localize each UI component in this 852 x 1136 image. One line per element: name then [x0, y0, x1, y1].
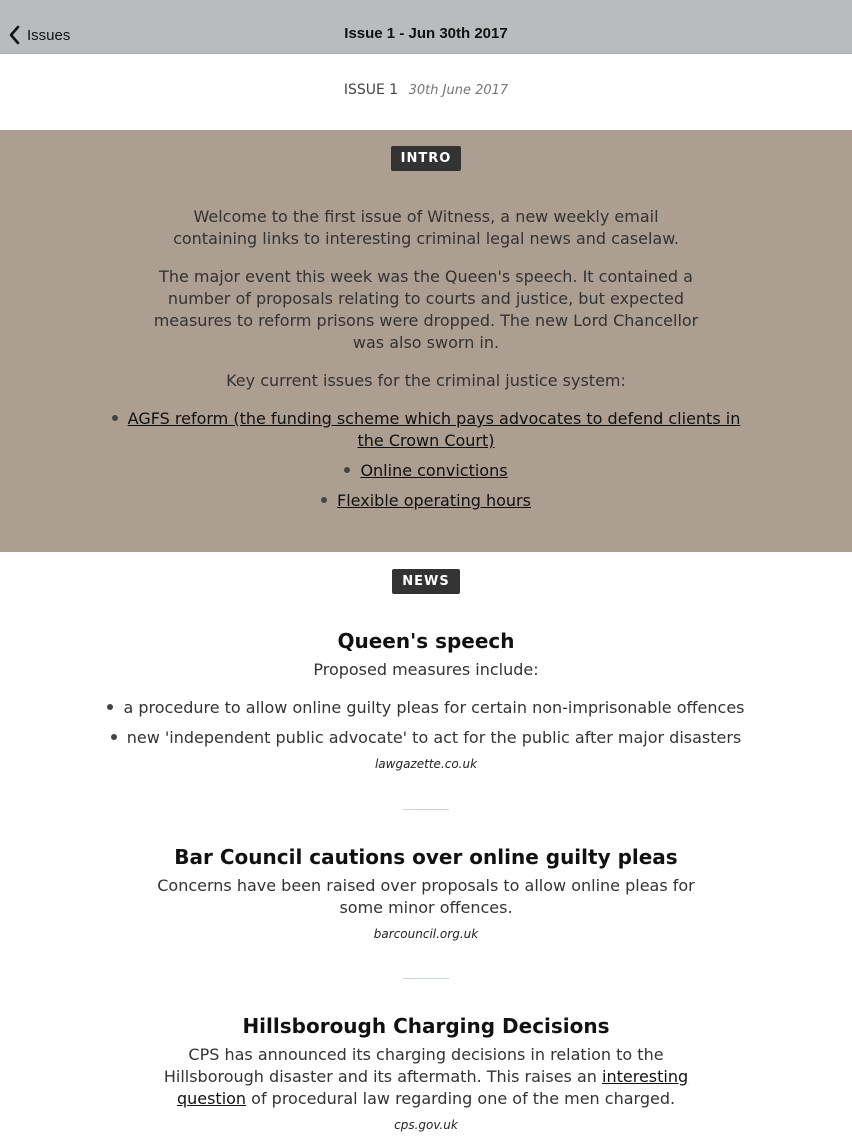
news-title[interactable]: Queen's speech	[337, 629, 515, 653]
bullet-text: new 'independent public advocate' to act for the public after major disasters	[126, 728, 742, 747]
flexible-hours-link[interactable]: Flexible operating hours	[337, 491, 531, 510]
divider	[403, 978, 449, 979]
news-title[interactable]: Hillsborough Charging Decisions	[242, 1014, 610, 1038]
news-body-text: Hillsborough disaster and its aftermath. This raises an	[163, 1067, 603, 1086]
back-button-label: Issues	[27, 26, 71, 44]
agfs-reform-link[interactable]: AGFS reform (the funding scheme which pays advocates to defend clients in	[127, 409, 741, 428]
news-title[interactable]: Bar Council cautions over online guilty pleas	[174, 845, 678, 869]
intro-tag: INTRO	[391, 146, 462, 171]
news-body-line1: Concerns have been raised over proposals to allow online pleas for	[157, 876, 695, 895]
navigation-bar	[0, 0, 852, 54]
intro-p1-line1: Welcome to the first issue of Witness, a new weekly email	[193, 207, 659, 226]
list-item	[0, 727, 852, 749]
intro-p3: Key current issues for the criminal justice system:	[226, 371, 626, 390]
list-item	[0, 460, 852, 482]
intro-section	[0, 130, 852, 552]
intro-p1-line2: containing links to interesting criminal legal news and caselaw.	[173, 229, 679, 248]
news-body-line3	[0, 1088, 852, 1110]
list-item	[0, 697, 852, 719]
bullet-icon	[107, 704, 113, 710]
intro-p2-line3: measures to reform prisons were dropped. The new Lord Chancellor	[153, 311, 699, 330]
source-link[interactable]: cps.gov.uk	[394, 1118, 458, 1132]
news-item-bar-council	[0, 845, 852, 941]
interesting-question-link[interactable]: interesting	[602, 1067, 689, 1086]
news-body-text: of procedural law regarding one of the men charged.	[246, 1089, 676, 1108]
list-item	[0, 490, 852, 512]
list-item	[0, 408, 852, 430]
agfs-reform-link-cont[interactable]: the Crown Court)	[357, 431, 495, 450]
intro-p2-line4: was also sworn in.	[352, 333, 500, 352]
news-body-line2: some minor offences.	[339, 898, 513, 917]
source-link[interactable]: barcouncil.org.uk	[373, 927, 479, 941]
bullet-icon	[111, 734, 117, 740]
bullet-icon	[112, 415, 118, 421]
news-item-hillsborough	[0, 1014, 852, 1132]
interesting-question-link-cont[interactable]: question	[176, 1089, 247, 1108]
news-tag: NEWS	[392, 569, 459, 594]
bullet-text: a procedure to allow online guilty pleas for certain non-imprisonable offences	[123, 698, 745, 717]
issue-date: 30th June 2017	[408, 83, 509, 98]
intro-link-list	[0, 408, 852, 452]
intro-p2-line1: The major event this week was the Queen's speech. It contained a	[159, 267, 693, 286]
page-title: Issue 1 - Jun 30th 2017	[344, 25, 508, 42]
bullet-icon	[321, 497, 327, 503]
issue-label: ISSUE 1	[343, 82, 399, 98]
intro-paragraph-1	[0, 206, 852, 250]
list-item-continuation	[0, 430, 852, 452]
online-convictions-link[interactable]: Online convictions	[360, 461, 508, 480]
intro-paragraph-2	[0, 266, 852, 354]
news-item-queens-speech	[0, 629, 852, 771]
issue-header	[0, 82, 852, 98]
news-body-line2	[0, 1066, 852, 1088]
source-link[interactable]: lawgazette.co.uk	[374, 757, 478, 771]
divider	[403, 809, 449, 810]
news-body-line1: CPS has announced its charging decisions in relation to the	[188, 1045, 664, 1064]
intro-p2-line2: number of proposals relating to courts and justice, but expected	[167, 289, 685, 308]
bullet-icon	[344, 467, 350, 473]
news-body: Proposed measures include:	[313, 660, 539, 679]
